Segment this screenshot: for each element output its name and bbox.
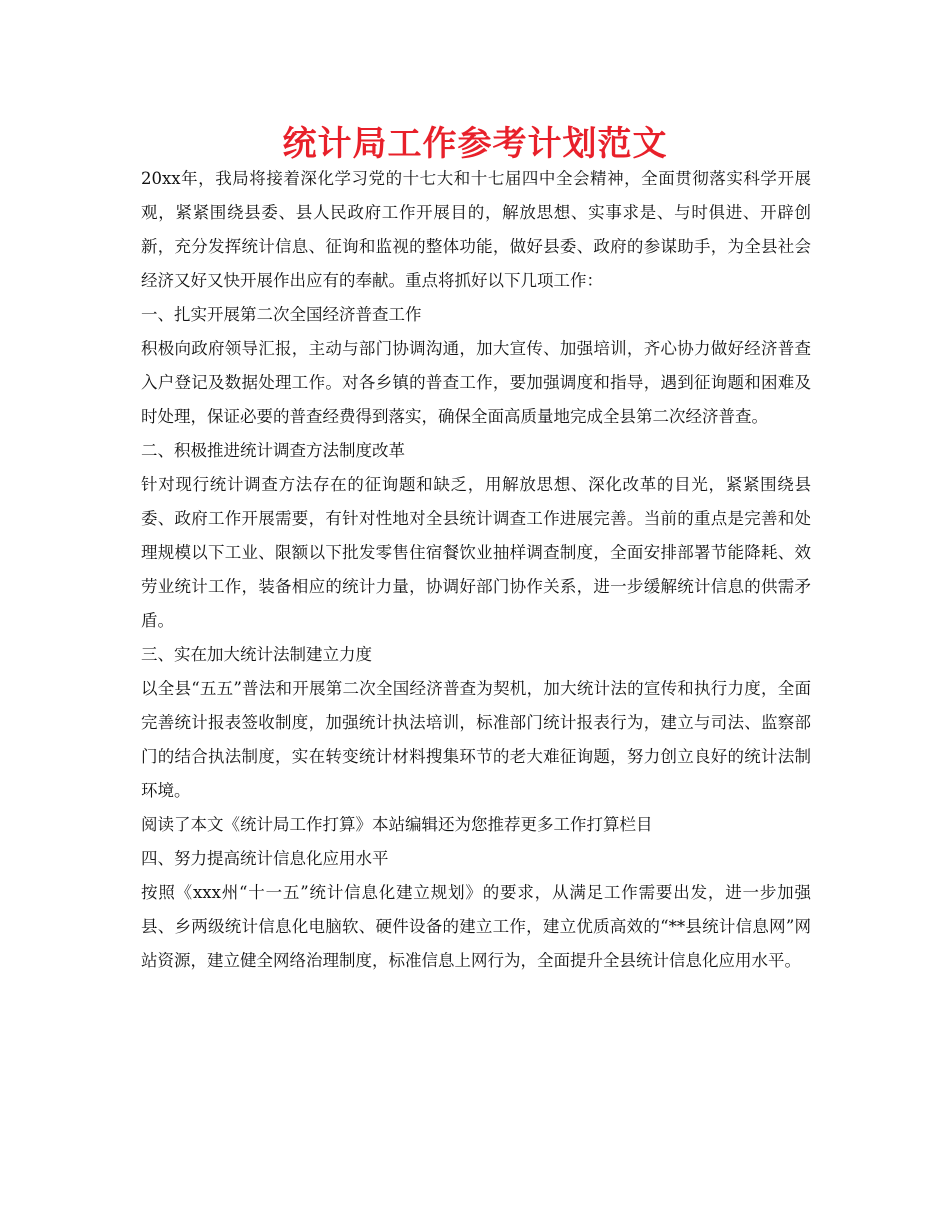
section-heading-1: 一、扎实开展第二次全国经济普查工作 (141, 305, 422, 324)
document-title: 统计局工作参考计划范文 (282, 124, 668, 164)
section-heading-4: 四、努力提高统计信息化应用水平 (141, 849, 389, 868)
section-heading-3: 三、实在加大统计法制建立力度 (141, 645, 372, 664)
section-paragraph-2: 针对现行统计调查方法存在的征询题和缺乏，用解放思想、深化改革的目光，紧紧围绕县委、政府工作开展需要，有针对性地对全县统计调查工作进展完善。当前的重点是完善和处理规模以下工业、限额以下批发零售住宿餐饮业抽样调查制度，全面安排部署节能降耗、效劳业统计工作，装备相应的统计力量，协调好部门协作关系，进一步缓解统计信息的供需矛盾。 (141, 475, 811, 630)
section-paragraph-3: 以全县“五五”普法和开展第二次全国经济普查为契机，加大统计法的宣传和执行力度，全面完善统计报表签收制度，加强统计执法培训，标准部门统计报表行为，建立与司法、监察部门的结合执法制度，实在转变统计材料搜集环节的老大难征询题，努力创立良好的统计法制环境。 (141, 679, 811, 800)
section-paragraph-4: 按照《xxx州“十一五”统计信息化建立规划》的要求，从满足工作需要出发，进一步加强县、乡两级统计信息化电脑软、硬件设备的建立工作，建立优质高效的“**县统计信息网”网站资源，建立健全网络治理制度，标准信息上网行为，全面提升全县统计信息化应用水平。 (141, 883, 811, 970)
intro-paragraph: 20xx年，我局将接着深化学习党的十七大和十七届四中全会精神，全面贯彻落实科学开展观，紧紧围绕县委、县人民政府工作开展目的，解放思想、实事求是、与时俱进、开辟创新，充分发挥统计信息、征询和监视的整体功能，做好县委、政府的参谋助手，为全县社会经济又好又快开展作出应有的奉献。重点将抓好以下几项工作： (141, 169, 811, 290)
section-paragraph-1: 积极向政府领导汇报，主动与部门协调沟通，加大宣传、加强培训，齐心协力做好经济普查入户登记及数据处理工作。对各乡镇的普查工作，要加强调度和指导，遇到征询题和困难及时处理，保证必要的普查经费得到落实，确保全面高质量地完成全县第二次经济普查。 (141, 339, 811, 426)
section-heading-2: 二、积极推进统计调查方法制度改革 (141, 441, 405, 460)
document-body (141, 162, 811, 978)
recommendation-note: 阅读了本文《统计局工作打算》本站编辑还为您推荐更多工作打算栏目 (141, 815, 653, 834)
